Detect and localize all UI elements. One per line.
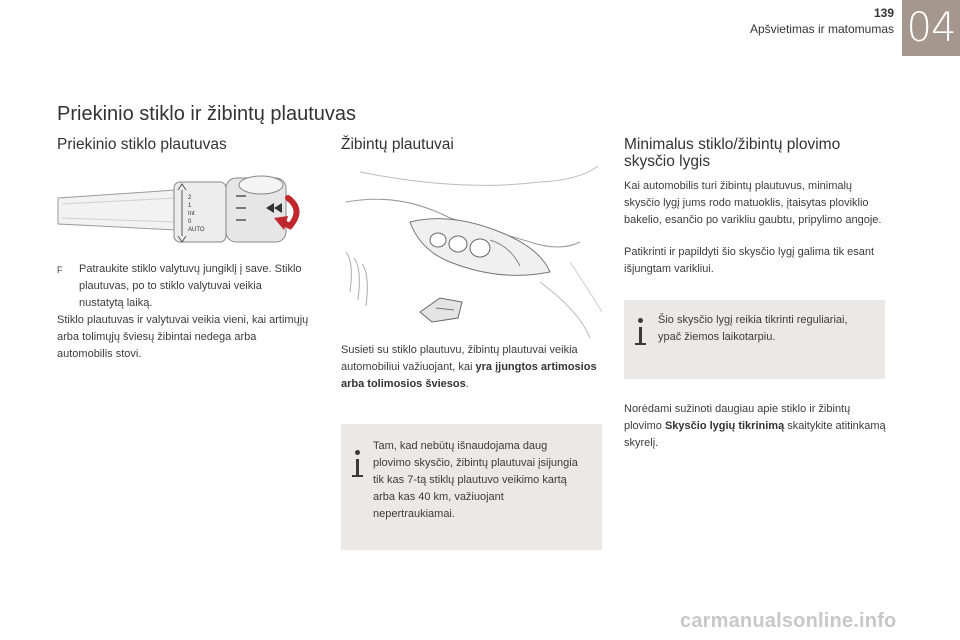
page-title: Priekinio stiklo ir žibintų plautuvas: [57, 103, 357, 125]
section-title-windscreen-wash: Priekinio stiklo plautuvas: [57, 136, 227, 153]
bullet-marker: F: [57, 265, 63, 275]
fluid-level-note: [624, 300, 885, 379]
info-icon: [634, 318, 648, 348]
stalk-label: 0: [188, 219, 192, 225]
text-run-bold: Skysčio lygių tikrinimą: [664, 420, 785, 432]
fluid-level-paragraph-2: Patikrinti ir papildyti šio skysčio lygį galima tik esant išjungtam varikliui.: [624, 246, 875, 275]
section-title-fluid-level: Minimalus stiklo/žibintų plovimo skysčio lygis: [624, 136, 841, 171]
text-run: Norėdami sužinoti daugiau apie stiklo ir žibintų plovimo: [624, 403, 851, 432]
section-title-headlamp-wash: Žibintų plautuvai: [341, 136, 454, 153]
text-run-bold: yra įjungtos artimosios arba tolimosios šviesos: [341, 361, 597, 390]
note-text: Tam, kad nebūtų išnaudojama daug plovimo skysčio, žibintų plautuvai įsijungia tik kas 7-tą stiklų plautuvo veikimo kartą arba kas 40 km, važiuojant nepertraukiamai.: [373, 440, 578, 520]
chapter-badge: [902, 0, 960, 56]
text-run: skaitykite atitinkamą skyrelį.: [624, 420, 886, 449]
instruction-bullet: [57, 261, 309, 312]
chapter-title: Apšvietimas ir matomumas: [749, 22, 894, 36]
headlamp-washer-illustration: [340, 162, 602, 338]
stalk-label: 2: [188, 195, 192, 201]
footer-watermark: carmanualsonline.info: [680, 610, 897, 632]
stalk-label: 1: [188, 203, 192, 209]
stalk-label: AUTO: [188, 227, 205, 233]
info-icon: [351, 450, 365, 480]
bullet-text: Patraukite stiklo valytuvų jungiklį į save. Stiklo plautuvas, po to stiklo valytuvai veikia nustatytą laiką.: [79, 263, 302, 309]
headlamp-wash-note: [341, 424, 602, 550]
stalk-label: Int: [188, 211, 195, 217]
text-run: .: [465, 378, 469, 390]
windscreen-wash-paragraph: Stiklo plautuvas ir valytuvai veikia vieni, kai artimųjų arba tolimųjų šviesų žibintai nedega arba automobilis stovi.: [57, 314, 309, 360]
fluid-level-paragraph-3: [624, 401, 886, 452]
page-number: 139: [873, 6, 894, 20]
note-text: Šio skysčio lygį reikia tikrinti reguliariai, ypač žiemos laikotarpiu.: [658, 314, 848, 343]
text-run: Susieti su stiklo plautuvu, žibintų plautuvai veikia automobiliui važiuojant, kai: [341, 344, 578, 373]
headlamp-wash-paragraph: [341, 342, 603, 393]
fluid-level-paragraph-1: Kai automobilis turi žibintų plautuvus, minimalų skysčio lygį jums rodo matuoklis, įtaisytas ploviklio bakelio, esančio po varikliu gaubtu, pripylimo angoje.: [624, 180, 882, 226]
chapter-number: 04: [906, 5, 956, 51]
wiper-stalk-illustration: [56, 168, 308, 250]
